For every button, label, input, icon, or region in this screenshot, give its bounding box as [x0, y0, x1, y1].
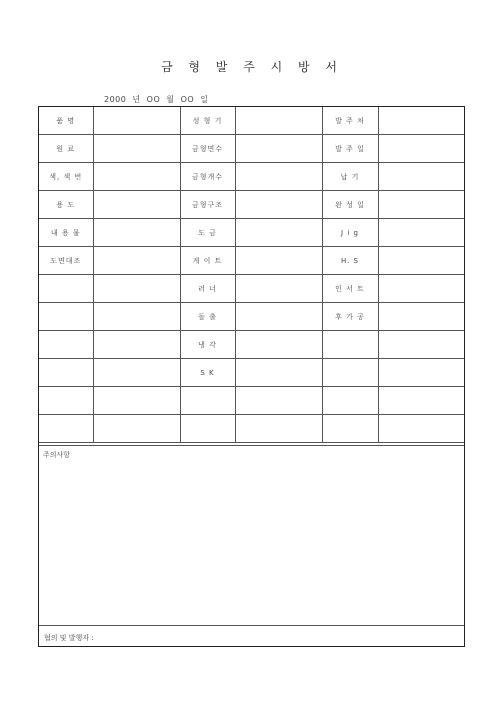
- table-row: [39, 219, 464, 247]
- field-value[interactable]: [93, 191, 180, 219]
- table-row: [39, 359, 464, 387]
- table-row: [39, 387, 464, 415]
- field-label: [322, 387, 378, 415]
- field-value[interactable]: [93, 387, 180, 415]
- order-spec-table-body: [39, 107, 464, 443]
- field-value[interactable]: [378, 303, 464, 331]
- field-value[interactable]: [378, 135, 464, 163]
- field-label: 완 성 일: [322, 191, 378, 219]
- field-label: 납 기: [322, 163, 378, 191]
- field-value[interactable]: [235, 219, 322, 247]
- field-label: 금형개수: [180, 163, 235, 191]
- field-label: 러 너: [180, 275, 235, 303]
- field-label: 발 주 처: [322, 107, 378, 135]
- field-label: 도 금: [180, 219, 235, 247]
- document-title: 금 형 발 주 시 방 서: [160, 60, 344, 74]
- field-value[interactable]: [235, 359, 322, 387]
- field-value[interactable]: [378, 275, 464, 303]
- field-label: 내 용 물: [39, 219, 93, 247]
- field-label: 품 명: [39, 107, 93, 135]
- field-label: 금형구조: [180, 191, 235, 219]
- field-label: [180, 387, 235, 415]
- field-value[interactable]: [378, 331, 464, 359]
- table-row: [39, 247, 464, 275]
- field-label: [39, 415, 93, 443]
- field-label: 색, 색 번: [39, 163, 93, 191]
- field-label: H. S: [322, 247, 378, 275]
- field-value[interactable]: [235, 331, 322, 359]
- field-value[interactable]: [235, 163, 322, 191]
- field-value[interactable]: [378, 387, 464, 415]
- field-label: [39, 331, 93, 359]
- field-label: [322, 331, 378, 359]
- field-value[interactable]: [235, 247, 322, 275]
- field-value[interactable]: [378, 415, 464, 443]
- field-label: [39, 275, 93, 303]
- field-value[interactable]: [235, 191, 322, 219]
- field-value[interactable]: [235, 135, 322, 163]
- field-value[interactable]: [378, 191, 464, 219]
- field-label: [39, 303, 93, 331]
- field-value[interactable]: [93, 359, 180, 387]
- field-value[interactable]: [235, 415, 322, 443]
- notes-label: 주의사항: [43, 451, 71, 459]
- field-value[interactable]: [93, 219, 180, 247]
- field-value[interactable]: [235, 275, 322, 303]
- field-value[interactable]: [93, 331, 180, 359]
- table-row: [39, 331, 464, 359]
- issuer-section[interactable]: [39, 625, 464, 647]
- field-value[interactable]: [378, 359, 464, 387]
- field-label: 성 형 기: [180, 107, 235, 135]
- date-line: 2000 년 OO 월 OO 일: [104, 95, 209, 104]
- field-value[interactable]: [378, 107, 464, 135]
- table-row: [39, 303, 464, 331]
- field-value[interactable]: [235, 107, 322, 135]
- field-label: [39, 387, 93, 415]
- field-label: 냉 각: [180, 331, 235, 359]
- field-label: J i g: [322, 219, 378, 247]
- field-value[interactable]: [93, 303, 180, 331]
- field-label: 돌 출: [180, 303, 235, 331]
- field-label: [322, 415, 378, 443]
- field-label: 후 가 공: [322, 303, 378, 331]
- field-label: 용 도: [39, 191, 93, 219]
- table-row: [39, 275, 464, 303]
- field-label: [39, 359, 93, 387]
- table-row: [39, 191, 464, 219]
- field-label: 발 주 일: [322, 135, 378, 163]
- table-row: [39, 163, 464, 191]
- order-spec-table: [39, 107, 464, 443]
- notes-section[interactable]: [39, 445, 464, 625]
- field-label: S K: [180, 359, 235, 387]
- field-value[interactable]: [93, 163, 180, 191]
- issuer-label: 협의 및 발행자 :: [44, 634, 94, 642]
- field-value[interactable]: [93, 135, 180, 163]
- field-value[interactable]: [93, 247, 180, 275]
- field-label: 원 료: [39, 135, 93, 163]
- field-value[interactable]: [378, 163, 464, 191]
- field-value[interactable]: [93, 415, 180, 443]
- field-value[interactable]: [378, 219, 464, 247]
- field-label: 게 이 트: [180, 247, 235, 275]
- field-value[interactable]: [378, 247, 464, 275]
- field-value[interactable]: [235, 303, 322, 331]
- field-value[interactable]: [93, 107, 180, 135]
- field-label: 금형면수: [180, 135, 235, 163]
- field-label: 도면대조: [39, 247, 93, 275]
- field-value[interactable]: [235, 387, 322, 415]
- field-label: 인 서 트: [322, 275, 378, 303]
- table-row: [39, 107, 464, 135]
- field-label: [180, 415, 235, 443]
- field-label: [322, 359, 378, 387]
- table-row: [39, 415, 464, 443]
- table-row: [39, 135, 464, 163]
- order-form: [38, 106, 465, 647]
- field-value[interactable]: [93, 275, 180, 303]
